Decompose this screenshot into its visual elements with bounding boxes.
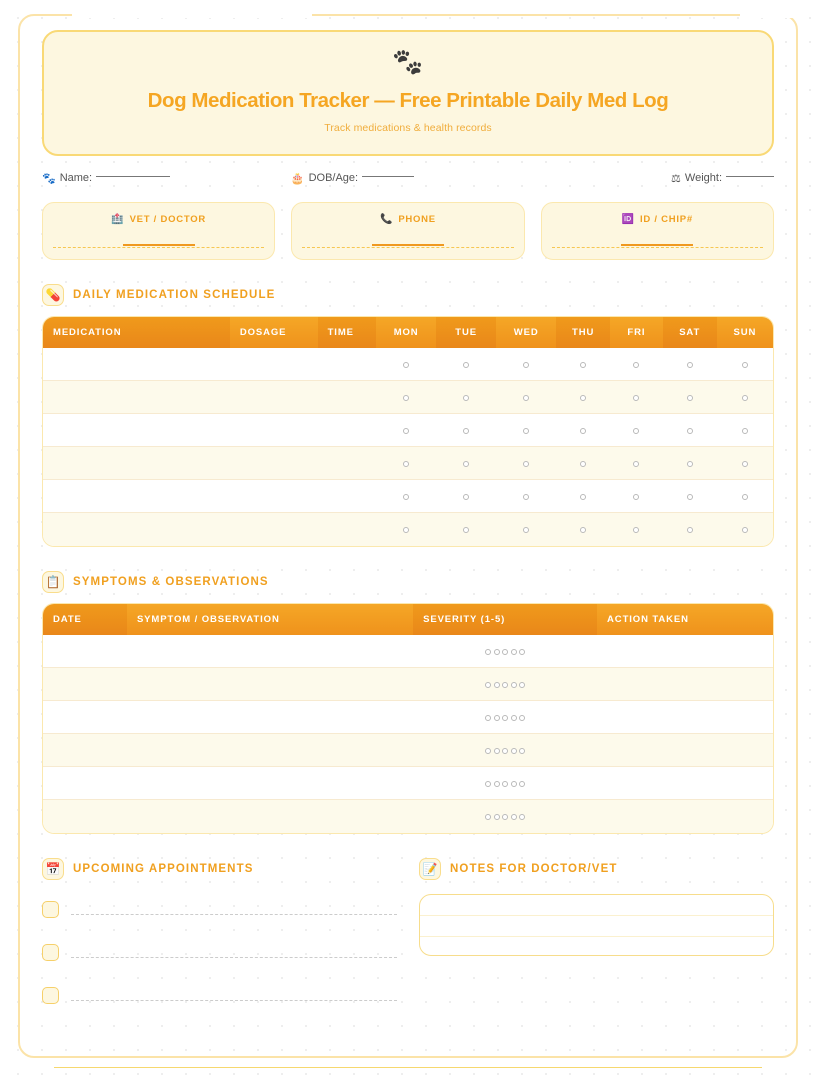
severity-rating[interactable] bbox=[485, 649, 525, 655]
list-item[interactable] bbox=[42, 894, 397, 918]
pet-weight-label: Weight: bbox=[684, 172, 722, 185]
circle-checkbox-icon[interactable] bbox=[403, 527, 409, 533]
medication-check-tue[interactable] bbox=[436, 414, 496, 447]
medication-cell-time[interactable] bbox=[318, 414, 377, 447]
medication-col-thu: THU bbox=[556, 317, 610, 348]
circle-checkbox-icon[interactable] bbox=[687, 428, 693, 434]
severity-dot-icon[interactable] bbox=[494, 814, 500, 820]
symptoms-cell-date[interactable] bbox=[43, 635, 127, 668]
symptoms-cell-severity-1-5-[interactable] bbox=[413, 701, 597, 734]
severity-dot-icon[interactable] bbox=[485, 814, 491, 820]
id-chip-card[interactable] bbox=[541, 202, 774, 260]
circle-checkbox-icon[interactable] bbox=[523, 362, 529, 368]
medication-check-fri[interactable] bbox=[610, 348, 663, 381]
symptoms-cell-date[interactable] bbox=[43, 701, 127, 734]
page-subtitle: Track medications & health records bbox=[324, 121, 492, 134]
pet-name-field[interactable] bbox=[42, 172, 291, 185]
medication-check-sun[interactable] bbox=[717, 348, 773, 381]
header-banner bbox=[42, 30, 774, 156]
medication-col-dosage: DOSAGE bbox=[230, 317, 318, 348]
notes-section-title: NOTES FOR DOCTOR/VET bbox=[450, 862, 618, 875]
medication-check-thu[interactable] bbox=[556, 513, 610, 546]
severity-dot-icon[interactable] bbox=[519, 649, 525, 655]
circle-checkbox-icon[interactable] bbox=[633, 395, 639, 401]
medication-check-mon[interactable] bbox=[376, 348, 436, 381]
paw-icon: 🐾 bbox=[42, 172, 56, 185]
medication-check-wed[interactable] bbox=[496, 381, 556, 414]
circle-checkbox-icon[interactable] bbox=[403, 494, 409, 500]
circle-checkbox-icon[interactable] bbox=[523, 494, 529, 500]
medication-check-tue[interactable] bbox=[436, 348, 496, 381]
symptoms-section-heading bbox=[42, 571, 774, 593]
severity-dot-icon[interactable] bbox=[519, 781, 525, 787]
page-title: Dog Medication Tracker — Free Printable Daily Med Log bbox=[147, 89, 669, 112]
table-row bbox=[43, 800, 773, 833]
appointments-section-title: UPCOMING APPOINTMENTS bbox=[73, 862, 254, 875]
medication-table-head bbox=[43, 317, 773, 348]
symptoms-cell-date[interactable] bbox=[43, 800, 127, 833]
circle-checkbox-icon[interactable] bbox=[742, 395, 748, 401]
medication-check-thu[interactable] bbox=[556, 480, 610, 513]
medication-cell-dosage[interactable] bbox=[230, 480, 318, 513]
table-row bbox=[43, 701, 773, 734]
medication-col-time: TIME bbox=[318, 317, 377, 348]
severity-dot-icon[interactable] bbox=[494, 649, 500, 655]
severity-dot-icon[interactable] bbox=[502, 682, 508, 688]
calendar-icon: 📅 bbox=[42, 858, 64, 880]
severity-dot-icon[interactable] bbox=[511, 649, 517, 655]
symptoms-cell-action-taken[interactable] bbox=[597, 668, 773, 701]
medication-check-wed[interactable] bbox=[496, 480, 556, 513]
symptoms-cell-date[interactable] bbox=[43, 734, 127, 767]
medication-check-thu[interactable] bbox=[556, 348, 610, 381]
severity-dot-icon[interactable] bbox=[519, 748, 525, 754]
footer-divider bbox=[54, 1067, 762, 1068]
circle-checkbox-icon[interactable] bbox=[633, 527, 639, 533]
bottom-sections bbox=[42, 858, 774, 1023]
circle-checkbox-icon[interactable] bbox=[463, 428, 469, 434]
medication-cell-dosage[interactable] bbox=[230, 447, 318, 480]
pet-dob-field[interactable] bbox=[291, 172, 584, 185]
medication-cell-time[interactable] bbox=[318, 348, 377, 381]
severity-dot-icon[interactable] bbox=[494, 715, 500, 721]
circle-checkbox-icon[interactable] bbox=[687, 461, 693, 467]
circle-checkbox-icon[interactable] bbox=[523, 428, 529, 434]
medication-check-mon[interactable] bbox=[376, 513, 436, 546]
appointment-checkbox[interactable] bbox=[42, 901, 59, 918]
appointments-column bbox=[42, 858, 397, 1023]
table-row bbox=[43, 381, 773, 414]
circle-checkbox-icon[interactable] bbox=[403, 362, 409, 368]
circle-checkbox-icon[interactable] bbox=[523, 461, 529, 467]
medication-check-mon[interactable] bbox=[376, 381, 436, 414]
circle-checkbox-icon[interactable] bbox=[580, 362, 586, 368]
circle-checkbox-icon[interactable] bbox=[580, 428, 586, 434]
circle-checkbox-icon[interactable] bbox=[633, 362, 639, 368]
medication-check-mon[interactable] bbox=[376, 414, 436, 447]
phone-write-line[interactable] bbox=[372, 244, 444, 246]
circle-checkbox-icon[interactable] bbox=[523, 395, 529, 401]
pet-name-write-line[interactable] bbox=[96, 176, 170, 177]
medication-cell-medication[interactable] bbox=[43, 447, 230, 480]
medication-col-tue: TUE bbox=[436, 317, 496, 348]
symptoms-cell-symptom-observation[interactable] bbox=[127, 635, 413, 668]
circle-checkbox-icon[interactable] bbox=[523, 527, 529, 533]
symptoms-cell-action-taken[interactable] bbox=[597, 734, 773, 767]
circle-checkbox-icon[interactable] bbox=[463, 362, 469, 368]
medication-cell-medication[interactable] bbox=[43, 480, 230, 513]
medication-check-wed[interactable] bbox=[496, 414, 556, 447]
medication-col-medication: MEDICATION bbox=[43, 317, 230, 348]
symptoms-col-symptom-observation: SYMPTOM / OBSERVATION bbox=[127, 604, 413, 635]
medication-cell-time[interactable] bbox=[318, 513, 377, 546]
medication-check-tue[interactable] bbox=[436, 381, 496, 414]
appointment-lines bbox=[42, 894, 397, 1004]
appointment-write-line[interactable] bbox=[71, 914, 397, 915]
appointments-section-heading bbox=[42, 858, 397, 880]
circle-checkbox-icon[interactable] bbox=[687, 494, 693, 500]
medication-check-sat[interactable] bbox=[663, 348, 717, 381]
medication-cell-dosage[interactable] bbox=[230, 513, 318, 546]
medication-table-body bbox=[43, 348, 773, 546]
severity-rating[interactable] bbox=[485, 814, 525, 820]
severity-dot-icon[interactable] bbox=[494, 781, 500, 787]
circle-checkbox-icon[interactable] bbox=[633, 428, 639, 434]
contact-cards bbox=[42, 202, 774, 260]
medication-header-row bbox=[43, 317, 773, 348]
notes-section-heading bbox=[419, 858, 774, 880]
symptoms-cell-severity-1-5-[interactable] bbox=[413, 767, 597, 800]
pet-weight-write-line[interactable] bbox=[726, 176, 774, 177]
clipboard-icon: 📋 bbox=[42, 571, 64, 593]
severity-dot-icon[interactable] bbox=[511, 781, 517, 787]
symptoms-cell-symptom-observation[interactable] bbox=[127, 800, 413, 833]
circle-checkbox-icon[interactable] bbox=[580, 527, 586, 533]
list-item[interactable] bbox=[42, 937, 397, 961]
symptoms-cell-symptom-observation[interactable] bbox=[127, 767, 413, 800]
frame-gap-left bbox=[72, 12, 312, 18]
medication-cell-time[interactable] bbox=[318, 381, 377, 414]
pet-dob-label: DOB/Age: bbox=[308, 172, 359, 185]
frame-gap-right bbox=[740, 12, 798, 18]
medication-check-sat[interactable] bbox=[663, 513, 717, 546]
medication-check-sun[interactable] bbox=[717, 447, 773, 480]
medication-check-sun[interactable] bbox=[717, 480, 773, 513]
medication-col-sat: SAT bbox=[663, 317, 717, 348]
circle-checkbox-icon[interactable] bbox=[633, 494, 639, 500]
medication-check-mon[interactable] bbox=[376, 447, 436, 480]
circle-checkbox-icon[interactable] bbox=[403, 461, 409, 467]
appointment-write-line[interactable] bbox=[71, 1000, 397, 1001]
medication-check-tue[interactable] bbox=[436, 447, 496, 480]
table-row bbox=[43, 348, 773, 381]
medication-check-wed[interactable] bbox=[496, 447, 556, 480]
severity-rating[interactable] bbox=[485, 781, 525, 787]
medication-check-thu[interactable] bbox=[556, 414, 610, 447]
severity-dot-icon[interactable] bbox=[485, 715, 491, 721]
medication-check-wed[interactable] bbox=[496, 348, 556, 381]
symptoms-col-action-taken: ACTION TAKEN bbox=[597, 604, 773, 635]
circle-checkbox-icon[interactable] bbox=[742, 428, 748, 434]
medication-check-fri[interactable] bbox=[610, 447, 663, 480]
circle-checkbox-icon[interactable] bbox=[742, 362, 748, 368]
medication-col-sun: SUN bbox=[717, 317, 773, 348]
symptoms-cell-symptom-observation[interactable] bbox=[127, 701, 413, 734]
id-chip-dashed-line bbox=[552, 247, 763, 248]
medication-check-mon[interactable] bbox=[376, 480, 436, 513]
notes-column bbox=[419, 858, 774, 1023]
severity-dot-icon[interactable] bbox=[519, 715, 525, 721]
id-chip-label: ID / CHIP# bbox=[639, 213, 693, 225]
circle-checkbox-icon[interactable] bbox=[687, 395, 693, 401]
symptoms-cell-action-taken[interactable] bbox=[597, 800, 773, 833]
medication-cell-dosage[interactable] bbox=[230, 414, 318, 447]
symptoms-cell-action-taken[interactable] bbox=[597, 767, 773, 800]
severity-dot-icon[interactable] bbox=[511, 748, 517, 754]
appointment-checkbox[interactable] bbox=[42, 944, 59, 961]
medication-col-fri: FRI bbox=[610, 317, 663, 348]
circle-checkbox-icon[interactable] bbox=[403, 428, 409, 434]
symptoms-cell-symptom-observation[interactable] bbox=[127, 668, 413, 701]
circle-checkbox-icon[interactable] bbox=[580, 461, 586, 467]
severity-dot-icon[interactable] bbox=[485, 748, 491, 754]
memo-icon: 📝 bbox=[419, 858, 441, 880]
appointment-write-line[interactable] bbox=[71, 957, 397, 958]
severity-dot-icon[interactable] bbox=[485, 649, 491, 655]
medication-cell-medication[interactable] bbox=[43, 348, 230, 381]
medication-cell-time[interactable] bbox=[318, 480, 377, 513]
circle-checkbox-icon[interactable] bbox=[580, 494, 586, 500]
table-row bbox=[43, 734, 773, 767]
medication-check-sun[interactable] bbox=[717, 414, 773, 447]
medication-section-heading bbox=[42, 284, 774, 306]
medication-cell-dosage[interactable] bbox=[230, 381, 318, 414]
vet-doctor-card[interactable] bbox=[42, 202, 275, 260]
severity-rating[interactable] bbox=[485, 682, 525, 688]
table-row bbox=[43, 513, 773, 546]
medication-check-thu[interactable] bbox=[556, 381, 610, 414]
symptoms-table bbox=[43, 604, 773, 833]
severity-dot-icon[interactable] bbox=[511, 814, 517, 820]
circle-checkbox-icon[interactable] bbox=[687, 527, 693, 533]
symptoms-cell-severity-1-5-[interactable] bbox=[413, 668, 597, 701]
medication-check-thu[interactable] bbox=[556, 447, 610, 480]
pet-dob-write-line[interactable] bbox=[362, 176, 414, 177]
telephone-icon: 📞 bbox=[380, 213, 394, 225]
medication-table bbox=[43, 317, 773, 546]
circle-checkbox-icon[interactable] bbox=[742, 527, 748, 533]
symptoms-header-row bbox=[43, 604, 773, 635]
medication-check-wed[interactable] bbox=[496, 513, 556, 546]
medication-check-fri[interactable] bbox=[610, 513, 663, 546]
medication-check-sat[interactable] bbox=[663, 447, 717, 480]
table-row bbox=[43, 480, 773, 513]
paw-print-icon: 🐾 bbox=[392, 48, 424, 76]
medication-cell-medication[interactable] bbox=[43, 513, 230, 546]
symptoms-table-body bbox=[43, 635, 773, 833]
symptoms-cell-action-taken[interactable] bbox=[597, 701, 773, 734]
severity-dot-icon[interactable] bbox=[502, 649, 508, 655]
symptoms-cell-date[interactable] bbox=[43, 767, 127, 800]
symptoms-section-title: SYMPTOMS & OBSERVATIONS bbox=[73, 575, 269, 588]
medication-section-title: DAILY MEDICATION SCHEDULE bbox=[73, 288, 276, 301]
table-row bbox=[43, 668, 773, 701]
medication-check-tue[interactable] bbox=[436, 513, 496, 546]
symptoms-cell-date[interactable] bbox=[43, 668, 127, 701]
table-row bbox=[43, 414, 773, 447]
medication-cell-time[interactable] bbox=[318, 447, 377, 480]
severity-dot-icon[interactable] bbox=[494, 682, 500, 688]
severity-dot-icon[interactable] bbox=[519, 814, 525, 820]
table-row bbox=[43, 447, 773, 480]
circle-checkbox-icon[interactable] bbox=[463, 527, 469, 533]
symptoms-col-severity-1-5-: SEVERITY (1-5) bbox=[413, 604, 597, 635]
symptoms-col-date: DATE bbox=[43, 604, 127, 635]
severity-dot-icon[interactable] bbox=[502, 715, 508, 721]
severity-dot-icon[interactable] bbox=[511, 682, 517, 688]
circle-checkbox-icon[interactable] bbox=[742, 494, 748, 500]
id-chip-write-line[interactable] bbox=[621, 244, 693, 246]
medication-check-sat[interactable] bbox=[663, 414, 717, 447]
list-item[interactable] bbox=[42, 980, 397, 1004]
circle-checkbox-icon[interactable] bbox=[463, 395, 469, 401]
appointment-checkbox[interactable] bbox=[42, 987, 59, 1004]
pet-name-label: Name: bbox=[59, 172, 93, 185]
severity-dot-icon[interactable] bbox=[485, 682, 491, 688]
severity-rating[interactable] bbox=[485, 715, 525, 721]
severity-rating[interactable] bbox=[485, 748, 525, 754]
medication-check-sat[interactable] bbox=[663, 381, 717, 414]
severity-dot-icon[interactable] bbox=[519, 682, 525, 688]
severity-dot-icon[interactable] bbox=[502, 814, 508, 820]
medication-check-sat[interactable] bbox=[663, 480, 717, 513]
severity-dot-icon[interactable] bbox=[502, 748, 508, 754]
circle-checkbox-icon[interactable] bbox=[463, 461, 469, 467]
medication-check-tue[interactable] bbox=[436, 480, 496, 513]
severity-dot-icon[interactable] bbox=[485, 781, 491, 787]
phone-dashed-line bbox=[302, 247, 513, 248]
circle-checkbox-icon[interactable] bbox=[633, 461, 639, 467]
symptoms-table-head bbox=[43, 604, 773, 635]
pet-info-row bbox=[42, 172, 774, 185]
circle-checkbox-icon[interactable] bbox=[742, 461, 748, 467]
hospital-icon: 🏥 bbox=[111, 213, 125, 225]
vet-doctor-dashed-line bbox=[53, 247, 264, 248]
medication-check-fri[interactable] bbox=[610, 381, 663, 414]
pet-weight-field[interactable] bbox=[584, 172, 774, 185]
phone-card[interactable] bbox=[291, 202, 524, 260]
medication-cell-dosage[interactable] bbox=[230, 348, 318, 381]
circle-checkbox-icon[interactable] bbox=[463, 494, 469, 500]
printable-sheet bbox=[30, 22, 786, 1077]
medication-cell-medication[interactable] bbox=[43, 381, 230, 414]
circle-checkbox-icon[interactable] bbox=[687, 362, 693, 368]
vet-doctor-write-line[interactable] bbox=[123, 244, 195, 246]
medication-col-wed: WED bbox=[496, 317, 556, 348]
medication-check-fri[interactable] bbox=[610, 480, 663, 513]
symptoms-cell-severity-1-5-[interactable] bbox=[413, 635, 597, 668]
scale-icon: ⚖ bbox=[671, 172, 681, 185]
symptoms-cell-action-taken[interactable] bbox=[597, 635, 773, 668]
pill-icon: 💊 bbox=[42, 284, 64, 306]
medication-check-fri[interactable] bbox=[610, 414, 663, 447]
medication-check-sun[interactable] bbox=[717, 381, 773, 414]
notes-textarea[interactable] bbox=[419, 894, 774, 956]
vet-doctor-label: VET / DOCTOR bbox=[129, 213, 206, 225]
table-row bbox=[43, 767, 773, 800]
symptoms-cell-severity-1-5-[interactable] bbox=[413, 800, 597, 833]
circle-checkbox-icon[interactable] bbox=[403, 395, 409, 401]
medication-check-sun[interactable] bbox=[717, 513, 773, 546]
medication-table-wrapper bbox=[42, 316, 774, 547]
birthday-cake-icon: 🎂 bbox=[290, 172, 305, 185]
medication-cell-medication[interactable] bbox=[43, 414, 230, 447]
symptoms-table-wrapper bbox=[42, 603, 774, 834]
symptoms-cell-severity-1-5-[interactable] bbox=[413, 734, 597, 767]
severity-dot-icon[interactable] bbox=[494, 748, 500, 754]
severity-dot-icon[interactable] bbox=[502, 781, 508, 787]
phone-label: PHONE bbox=[398, 213, 436, 225]
severity-dot-icon[interactable] bbox=[511, 715, 517, 721]
symptoms-cell-symptom-observation[interactable] bbox=[127, 734, 413, 767]
medication-col-mon: MON bbox=[376, 317, 436, 348]
id-badge-icon: 🆔 bbox=[621, 213, 635, 225]
table-row bbox=[43, 635, 773, 668]
circle-checkbox-icon[interactable] bbox=[580, 395, 586, 401]
